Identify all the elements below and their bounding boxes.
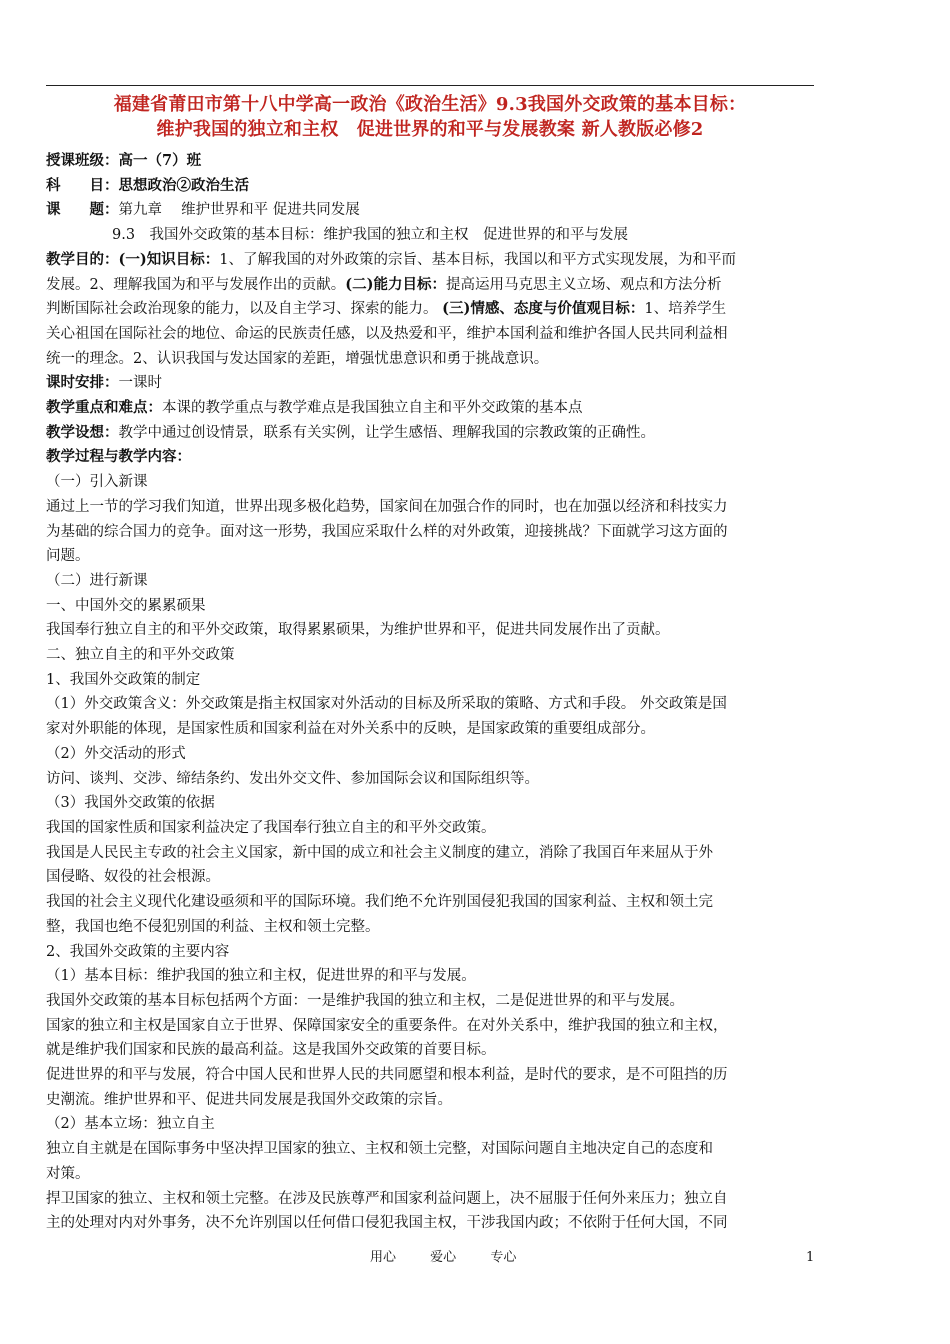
body-lines bbox=[46, 470, 816, 1236]
topic-value: 第九章 维护世界和平 促进共同发展 bbox=[118, 202, 360, 219]
body-line: 促进世界的和平与发展，符合中国人民和世界人民的共同愿望和根本利益，是时代的要求，是不可阻挡的历 bbox=[46, 1067, 728, 1084]
goals-row-1 bbox=[46, 248, 816, 273]
document-body bbox=[46, 149, 816, 1236]
goals-row-5: 统一的理念。2、认识我国与发达国家的差距，增强忧患意识和勇于挑战意识。 bbox=[46, 350, 549, 367]
footer-motto bbox=[370, 1248, 546, 1268]
body-line: 国侵略、奴役的社会根源。 bbox=[46, 869, 220, 886]
document-title bbox=[40, 92, 820, 142]
schedule-value: 一课时 bbox=[118, 375, 162, 392]
footer-motto-1: 用心 bbox=[370, 1250, 397, 1265]
body-line: 二、独立自主的和平外交政策 bbox=[46, 647, 235, 664]
body-line: 为基础的综合国力的竞争。面对这一形势，我国应采取什么样的对外政策，迎接挑战？下面就学习这方面的 bbox=[46, 523, 728, 540]
design-row bbox=[46, 421, 816, 446]
goals-row-3 bbox=[46, 297, 816, 322]
body-line: 整，我国也绝不侵犯别国的利益、主权和领土完整。 bbox=[46, 918, 380, 935]
emotion-goal-label: (三)情感、态度与价值观目标： bbox=[442, 300, 645, 318]
ability-goal-label: (二)能力目标： bbox=[345, 275, 446, 293]
body-line: 我国奉行独立自主的和平外交政策，取得累累硕果，为维护世界和平，促进共同发展作出了贡献。 bbox=[46, 622, 670, 639]
topic-row bbox=[46, 198, 816, 223]
class-row bbox=[46, 149, 816, 174]
body-line: 主的处理对内对外事务，决不允许别国以任何借口侵犯我国主权，干涉我国内政；不依附于任何大国，不同 bbox=[46, 1215, 728, 1232]
title-line-2: 维护我国的独立和主权 促进世界的和平与发展教案 新人教版必修2 bbox=[156, 119, 704, 140]
body-line: （二）进行新课 bbox=[46, 572, 148, 589]
body-line: 对策。 bbox=[46, 1165, 90, 1182]
title-line-1: 福建省莆田市第十八中学高一政治《政治生活》9.3我国外交政策的基本目标： bbox=[113, 94, 747, 115]
class-label: 授课班级： bbox=[46, 152, 119, 169]
design-value: 教学中通过创设情景，联系有关实例，让学生感悟、理解我国的宗教政策的正确性。 bbox=[118, 424, 655, 441]
subject-label: 科 目： bbox=[46, 176, 119, 194]
emotion-goal-text-1: 1、培养学生 bbox=[644, 301, 727, 318]
goals-row-2 bbox=[46, 273, 816, 298]
knowledge-goal-text-1: 1、了解我国的对外政策的宗旨、基本目标，我国以和平方式实现发展，为和平而 bbox=[219, 251, 736, 268]
body-line: 问题。 bbox=[46, 548, 90, 565]
knowledge-goal-text-2: 发展。2、理解我国为和平与发展作出的贡献。 bbox=[46, 276, 346, 293]
body-line: 我国外交政策的基本目标包括两个方面：一是维护我国的独立和主权，二是促进世界的和平与发展。 bbox=[46, 992, 684, 1009]
body-line: 通过上一节的学习我们知道，世界出现多极化趋势，国家间在加强合作的同时，也在加强以经济和科技实力 bbox=[46, 498, 728, 515]
body-line: （2）外交活动的形式 bbox=[46, 745, 186, 762]
body-line: （3）我国外交政策的依据 bbox=[46, 795, 215, 812]
goals-label: 教学目的： bbox=[46, 250, 119, 268]
body-line: 就是维护我们国家和民族的最高利益。这是我国外交政策的首要目标。 bbox=[46, 1042, 496, 1059]
body-line: （1）基本目标：维护我国的独立和主权，促进世界的和平与发展。 bbox=[46, 968, 476, 985]
focus-row bbox=[46, 396, 816, 421]
subject-row bbox=[46, 174, 816, 199]
topic-label: 课 题： bbox=[46, 201, 119, 219]
knowledge-goal-label: (一)知识目标： bbox=[118, 250, 220, 268]
body-line: （一）引入新课 bbox=[46, 474, 148, 491]
schedule-label: 课时安排： bbox=[46, 374, 119, 392]
body-line: 访问、谈判、交涉、缔结条约、发出外交文件、参加国际会议和国际组织等。 bbox=[46, 770, 539, 787]
class-value: 高一（7）班 bbox=[118, 152, 202, 169]
body-line: 我国是人民民主专政的社会主义国家，新中国的成立和社会主义制度的建立，消除了我国百年来屈从于外 bbox=[46, 844, 713, 861]
body-line: （2）基本立场：独立自主 bbox=[46, 1116, 215, 1133]
subject-value: 思想政治②政治生活 bbox=[118, 176, 249, 194]
body-line: 我国的国家性质和国家利益决定了我国奉行独立自主的和平外交政策。 bbox=[46, 819, 496, 836]
footer-motto-3: 专心 bbox=[490, 1250, 517, 1265]
goals-row-4: 关心祖国在国际社会的地位、命运的民族责任感，以及热爱和平，维护本国利益和维护各国人民共同利益相 bbox=[46, 325, 728, 342]
body-line: 家对外职能的体现，是国家性质和国家利益在对外关系中的反映，是国家政策的重要组成部分。 bbox=[46, 721, 655, 738]
body-line: 独立自主就是在国际事务中坚决捍卫国家的独立、主权和领土完整，对国际问题自主地决定自己的态度和 bbox=[46, 1141, 713, 1158]
body-line: 2、我国外交政策的主要内容 bbox=[46, 943, 230, 960]
body-line: 一、中国外交的累累硕果 bbox=[46, 597, 206, 614]
footer-motto-2: 爱心 bbox=[430, 1250, 457, 1265]
design-label: 教学设想： bbox=[46, 423, 119, 441]
focus-label: 教学重点和难点： bbox=[46, 399, 162, 417]
page-number: 1 bbox=[806, 1250, 815, 1265]
ability-goal-text-1: 提高运用马克思主义立场、观点和方法分析 bbox=[445, 276, 722, 293]
header-rule bbox=[46, 85, 814, 86]
body-line: 我国的社会主义现代化建设亟须和平的国际环境。我们绝不允许别国侵犯我国的国家利益、主权和领土完 bbox=[46, 894, 713, 911]
focus-value: 本课的教学重点与教学难点是我国独立自主和平外交政策的基本点 bbox=[162, 400, 583, 417]
body-line: 1、我国外交政策的制定 bbox=[46, 671, 201, 688]
subtopic-row: 9.3 我国外交政策的基本目标：维护我国的独立和主权 促进世界的和平与发展 bbox=[112, 227, 629, 244]
body-line: 国家的独立和主权是国家自立于世界、保障国家安全的重要条件。在对外关系中，维护我国的独立和主权， bbox=[46, 1017, 728, 1034]
process-heading: 教学过程与教学内容： bbox=[46, 448, 191, 466]
body-line: 史潮流。维护世界和平、促进共同发展是我国外交政策的宗旨。 bbox=[46, 1091, 452, 1108]
body-line: （1）外交政策含义：外交政策是指主权国家对外活动的目标及所采取的策略、方式和手段。 外交政策是国 bbox=[46, 696, 727, 713]
body-line: 捍卫国家的独立、主权和领土完整。在涉及民族尊严和国家利益问题上，决不屈服于任何外来压力；独立自 bbox=[46, 1190, 728, 1207]
schedule-row bbox=[46, 371, 816, 396]
ability-goal-text-2: 判断国际社会政治现象的能力，以及自主学习、探索的能力。 bbox=[46, 301, 443, 318]
